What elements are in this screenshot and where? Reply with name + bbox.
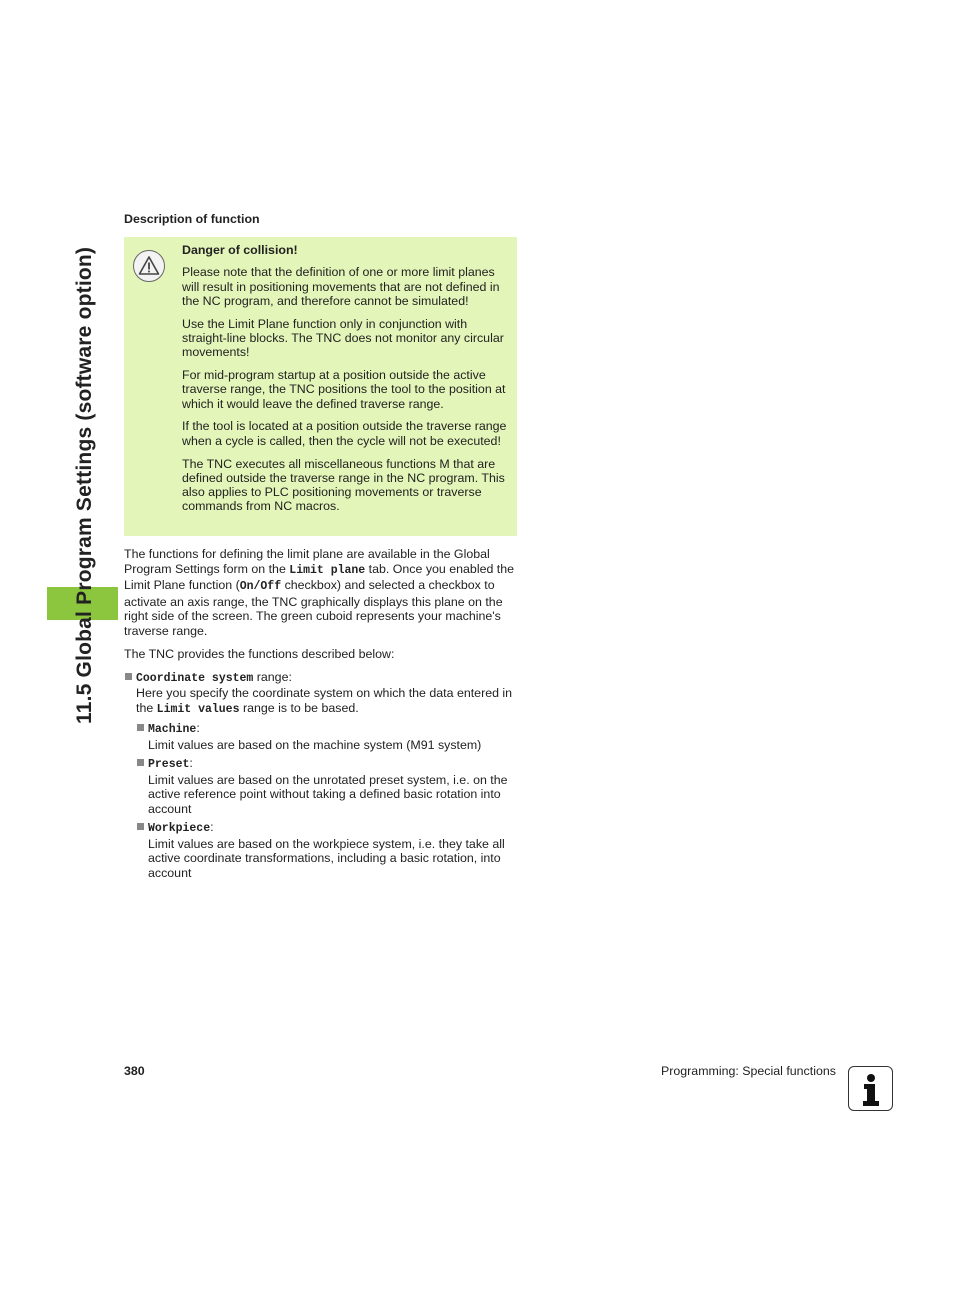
bullet-square-icon [137,759,144,766]
bullet-square-icon [137,724,144,731]
code-on-off: On/Off [239,580,282,593]
warning-triangle-icon [133,250,165,282]
code-workpiece: Workpiece [148,822,211,835]
body-text [124,547,518,884]
code-preset: Preset [148,758,190,771]
sub-list [136,721,518,880]
code-limit-values: Limit values [156,702,240,716]
chapter-title: 11.5 Global Program Settings (software option) [73,246,96,724]
danger-box [124,237,517,536]
danger-paragraph: The TNC executes all miscellaneous functions M that are defined outside the traverse range in the NC program. This also applies to PLC positioning movements or traverse commands from NC macros. [182,456,505,514]
body-paragraph: The TNC provides the functions described below: [124,646,395,661]
danger-paragraph: Please note that the definition of one or more limit planes will result in positioning movements that are not defined in the NC program, and therefore cannot be simulated! [182,265,500,308]
code-limit-plane: Limit plane [289,563,366,577]
code-coordinate-system: Coordinate system [136,671,254,685]
page-number: 380 [124,1064,145,1078]
danger-text [182,243,508,522]
section-heading: Description of function [124,212,260,226]
list-item: Coordinate system range: Here you specify the coordinate system on which the data entered in the Limit values range is to be based. Machine: Limit values are based on the machine system (M91 system) Preset: Limit values are based on the unrotated preset system, i.e. on the active reference point without taking a defined basic rotation into account Workpiece: Limit values are based on the workpiece system, i.e. they take all active coordinate transformations, including a basic rotation, into account [124,670,518,881]
danger-paragraph: If the tool is located at a position outside the traverse range when a cycle is called, then the cycle will not be executed! [182,419,507,448]
list-item: Machine: Limit values are based on the machine system (M91 system) [136,721,518,752]
danger-paragraph: Use the Limit Plane function only in conjunction with straight-line blocks. The TNC does not monitor any circular movements! [182,316,504,360]
body-paragraph: The functions for defining the limit plane are available in the Global Program Settings form on the Limit plane tab. Once you enabled the Limit Plane function (On/Off checkbox) and selected a checkbox to activate an axis range, the TNC graphically displays this plane on the right side of the screen. The green cuboid represents your machine's traverse range. [124,547,515,638]
list-item: Preset: Limit values are based on the unrotated preset system, i.e. on the active reference point without taking a defined basic rotation into account [136,756,518,816]
info-icon [848,1066,893,1111]
danger-paragraph: For mid-program startup at a position outside the active traverse range, the TNC positions the tool to the position at which it would leave the defined traverse range. [182,368,506,411]
footer-chapter: Programming: Special functions [661,1064,836,1078]
function-list [124,670,518,881]
bullet-square-icon [125,673,132,680]
code-machine: Machine [148,723,197,736]
list-item: Workpiece: Limit values are based on the workpiece system, i.e. they take all active coordinate transformations, including a basic rotation, into account [136,820,518,880]
bullet-square-icon [137,823,144,830]
danger-title: Danger of collision! [182,243,298,257]
